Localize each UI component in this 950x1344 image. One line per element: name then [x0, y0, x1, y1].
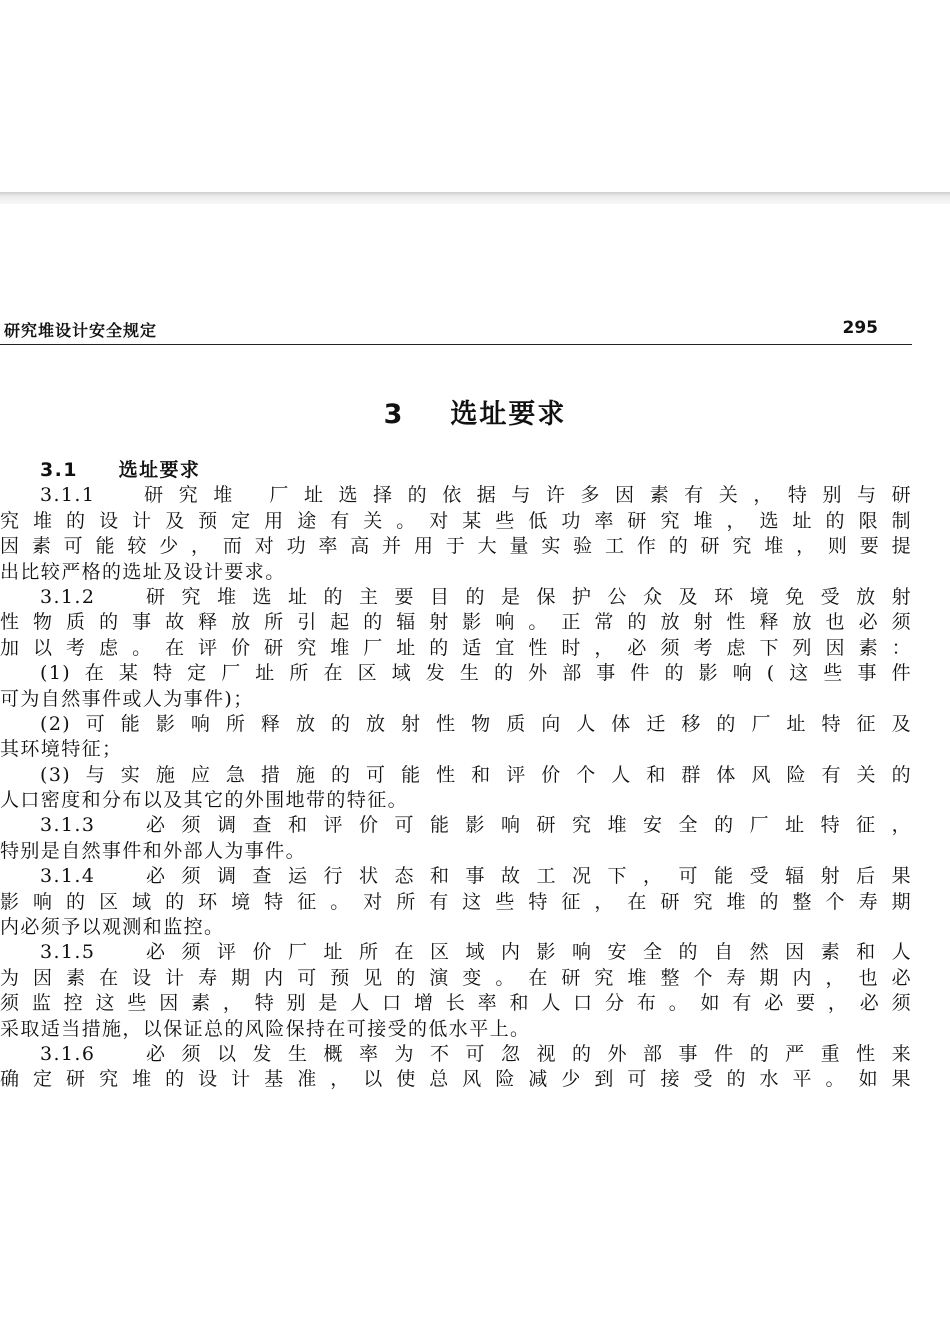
list-item-line: (2)可能影响所释放的放射性物质向人体迁移的厂址特征及: [40, 712, 912, 735]
paragraph-line: 为因素在设计寿期内可预见的演变。在研究堆整个寿期内，也必: [0, 966, 912, 989]
chapter-title-text: 选址要求: [450, 399, 567, 430]
paragraph-line: 性物质的事故释放所引起的辐射影响。正常的放射性释放也必须: [0, 611, 912, 634]
list-item-line: (3)与实施应急措施的可能性和评价个人和群体风险有关的: [40, 763, 912, 786]
running-head: [0, 316, 912, 345]
paragraph-line: 内必须予以观测和监控。: [0, 916, 225, 939]
paragraph-line: 究堆的设计及预定用途有关。对某些低功率研究堆，选址的限制: [0, 509, 912, 532]
paragraph-line: 3.1.1 研究堆 厂址选择的依据与许多因素有关，特别与研: [40, 484, 912, 507]
paragraph-line: 确定研究堆的设计基准，以使总风险减少到可接受的水平。如果: [0, 1068, 912, 1091]
paragraph-line: 3.1.2 研究堆选址的主要目的是保护公众及环境免受放射: [40, 585, 912, 608]
chapter-title: [0, 392, 950, 431]
paragraph-line: 出比较严格的选址及设计要求。: [0, 560, 286, 583]
scan-edge: [0, 192, 950, 204]
paragraph-line: 3.1.4 必须调查运行状态和事故工况下，可能受辐射后果: [40, 865, 912, 888]
paragraph-line: 采取适当措施，以保证总的风险保持在可接受的低水平上。: [0, 1017, 531, 1040]
paragraph-line: 特别是自然事件和外部人为事件。: [0, 839, 307, 862]
list-item-line: (1)在某特定厂址所在区域发生的外部事件的影响(这些事件: [40, 662, 912, 685]
paragraph-line: 影响的区域的环境特征。对所有这些特征，在研究堆的整个寿期: [0, 890, 912, 913]
chapter-number: 3: [383, 399, 405, 430]
section-heading: [0, 458, 912, 483]
document-page: [0, 204, 950, 1344]
paragraph-line: 须监控这些因素，特别是人口增长率和人口分布。如有必要，必须: [0, 992, 912, 1015]
list-item-line: 可为自然事件或人为事件)；: [0, 687, 254, 710]
section-number: 3.1: [40, 459, 78, 481]
paragraph-line: 因素可能较少，而对功率高并用于大量实验工作的研究堆，则要提: [0, 535, 912, 558]
page-number: 295: [842, 318, 878, 338]
section-title: 选址要求: [118, 459, 201, 481]
list-item-line: 其环境特征；: [0, 738, 123, 761]
paragraph-line: 3.1.6 必须以发生概率为不可忽视的外部事件的严重性来: [40, 1042, 912, 1065]
list-item-line: 人口密度和分布以及其它的外围地带的特征。: [0, 789, 409, 812]
paragraph-line: 3.1.3 必须调查和评价可能影响研究堆安全的厂址特征，: [40, 814, 912, 837]
running-title: 研究堆设计安全规定: [4, 321, 158, 340]
paragraph-line: 3.1.5 必须评价厂址所在区域内影响安全的自然因素和人: [40, 941, 912, 964]
paragraph-line: 加以考虑。在评价研究堆厂址的适宜性时，必须考虑下列因素：: [0, 636, 912, 659]
body-text: [0, 458, 912, 1093]
